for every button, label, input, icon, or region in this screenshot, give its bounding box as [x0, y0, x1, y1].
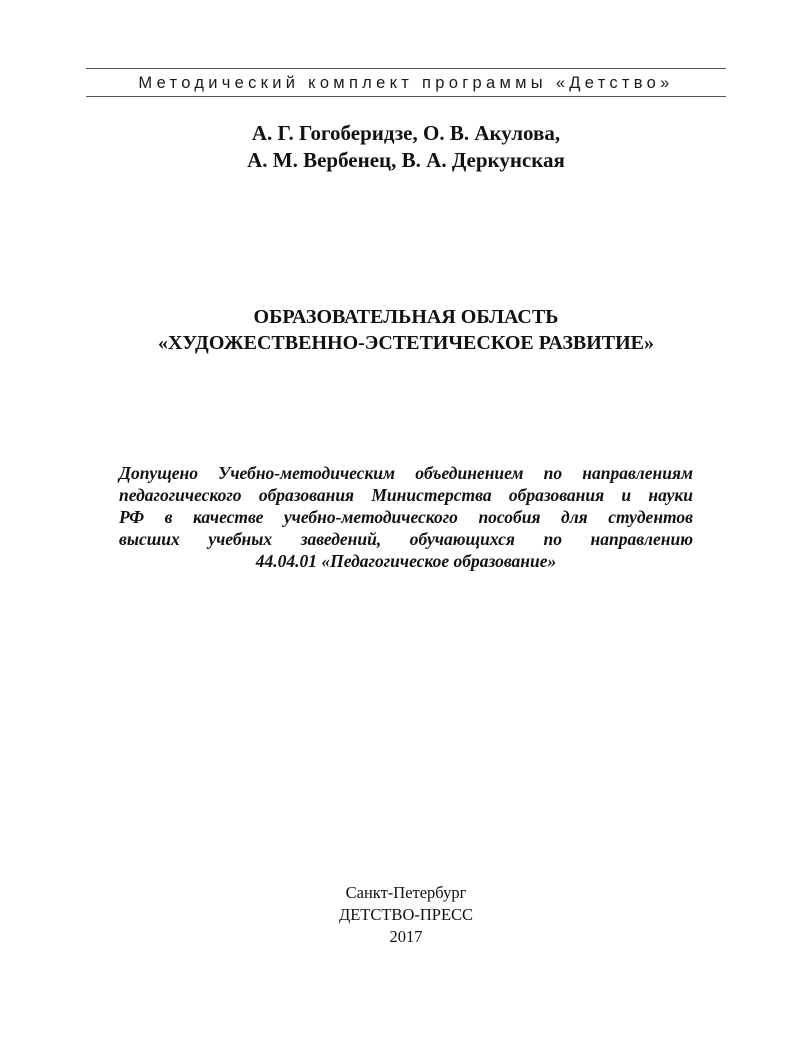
approval-line-5: 44.04.01 «Педагогическое образование»: [255, 551, 557, 571]
authors-line-2: А. М. Вербенец, В. А. Деркунская: [247, 148, 565, 172]
approval-statement: [119, 462, 693, 572]
series-header: [86, 68, 726, 97]
book-title-line-2: «ХУДОЖЕСТВЕННО-ЭСТЕТИЧЕСКОЕ РАЗВИТИЕ»: [157, 332, 655, 354]
imprint: [0, 882, 812, 948]
approval-line-2: педагогического образования Министерства образования и науки: [119, 485, 693, 505]
series-title: Методический комплект программы «Детство»: [138, 74, 674, 92]
imprint-year: 2017: [389, 927, 423, 946]
authors: [0, 120, 812, 174]
authors-line-1: А. Г. Гогоберидзе, О. В. Акулова,: [251, 121, 561, 145]
imprint-city: Санкт-Петербург: [345, 883, 467, 902]
imprint-publisher: ДЕТСТВО-ПРЕСС: [338, 905, 474, 924]
book-title: [0, 304, 812, 356]
approval-line-4: высших учебных заведений, обучающихся по направлению: [119, 529, 693, 549]
approval-line-1: Допущено Учебно-методическим объединением по направлениям: [119, 463, 693, 483]
approval-line-3: РФ в качестве учебно-методического пособия для студентов: [119, 507, 693, 527]
book-title-line-1: ОБРАЗОВАТЕЛЬНАЯ ОБЛАСТЬ: [253, 306, 559, 328]
